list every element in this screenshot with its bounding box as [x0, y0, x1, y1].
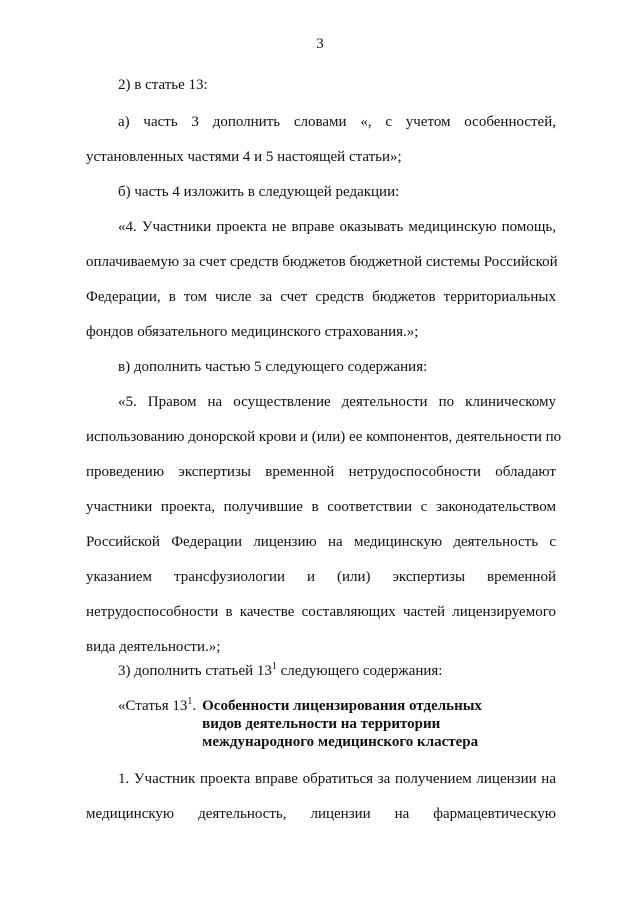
text-line-supplement	[118, 662, 442, 680]
article-label-dot: .	[192, 698, 197, 714]
text-line: использованию донорской крови и (или) ее компонентов, деятельности по	[86, 429, 562, 445]
page-number: 3	[316, 36, 324, 52]
text-line: «4. Участники проекта не вправе оказывать медицинскую помощь,	[118, 219, 556, 235]
text-line: Российской Федерации лицензию на медицинскую деятельность с	[86, 534, 556, 550]
text-line: вида деятельности.»;	[86, 639, 221, 655]
text-line: а) часть 3 дополнить словами «, с учетом особенностей,	[118, 114, 556, 130]
text-line: оплачиваемую за счет средств бюджетов бюджетной системы Российской	[86, 254, 558, 270]
text-line: 1. Участник проекта вправе обратиться за получением лицензии на	[118, 771, 556, 787]
text-line: в) дополнить частью 5 следующего содержания:	[118, 359, 428, 375]
article-title	[202, 697, 482, 751]
article-title-line: видов деятельности на территории	[202, 716, 441, 732]
text-line: фондов обязательного медицинского страхования.»;	[86, 324, 419, 340]
text-line: «5. Правом на осуществление деятельности по клиническому	[118, 394, 556, 410]
text-line: установленных частями 4 и 5 настоящей статьи»;	[86, 149, 402, 165]
text-line: Федерации, в том числе за счет средств бюджетов территориальных	[86, 289, 556, 305]
text-line: нетрудоспособности в качестве составляющих частей лицензируемого	[86, 604, 556, 620]
text-line: медицинскую деятельность, лицензии на фармацевтическую	[86, 806, 556, 822]
article-label-text: «Статья 13	[118, 698, 188, 714]
superscript: 1	[271, 661, 277, 672]
text-line: 2) в статье 13:	[118, 77, 208, 93]
text-line: б) часть 4 изложить в следующей редакции:	[118, 184, 400, 200]
text-fragment: 3) дополнить статьей 13	[118, 663, 272, 679]
article-heading	[118, 697, 482, 751]
article-label	[118, 697, 196, 715]
text-line: участники проекта, получившие в соответствии с законодательством	[86, 499, 556, 515]
superscript: 1	[187, 696, 193, 707]
article-title-line: Особенности лицензирования отдельных	[202, 698, 482, 714]
text-fragment: следующего содержания:	[276, 663, 443, 679]
text-line: указанием трансфузиологии и (или) экспертизы временной	[86, 569, 556, 585]
article-title-line: международного медицинского кластера	[202, 734, 479, 750]
text-line: проведению экспертизы временной нетрудоспособности обладают	[86, 464, 556, 480]
